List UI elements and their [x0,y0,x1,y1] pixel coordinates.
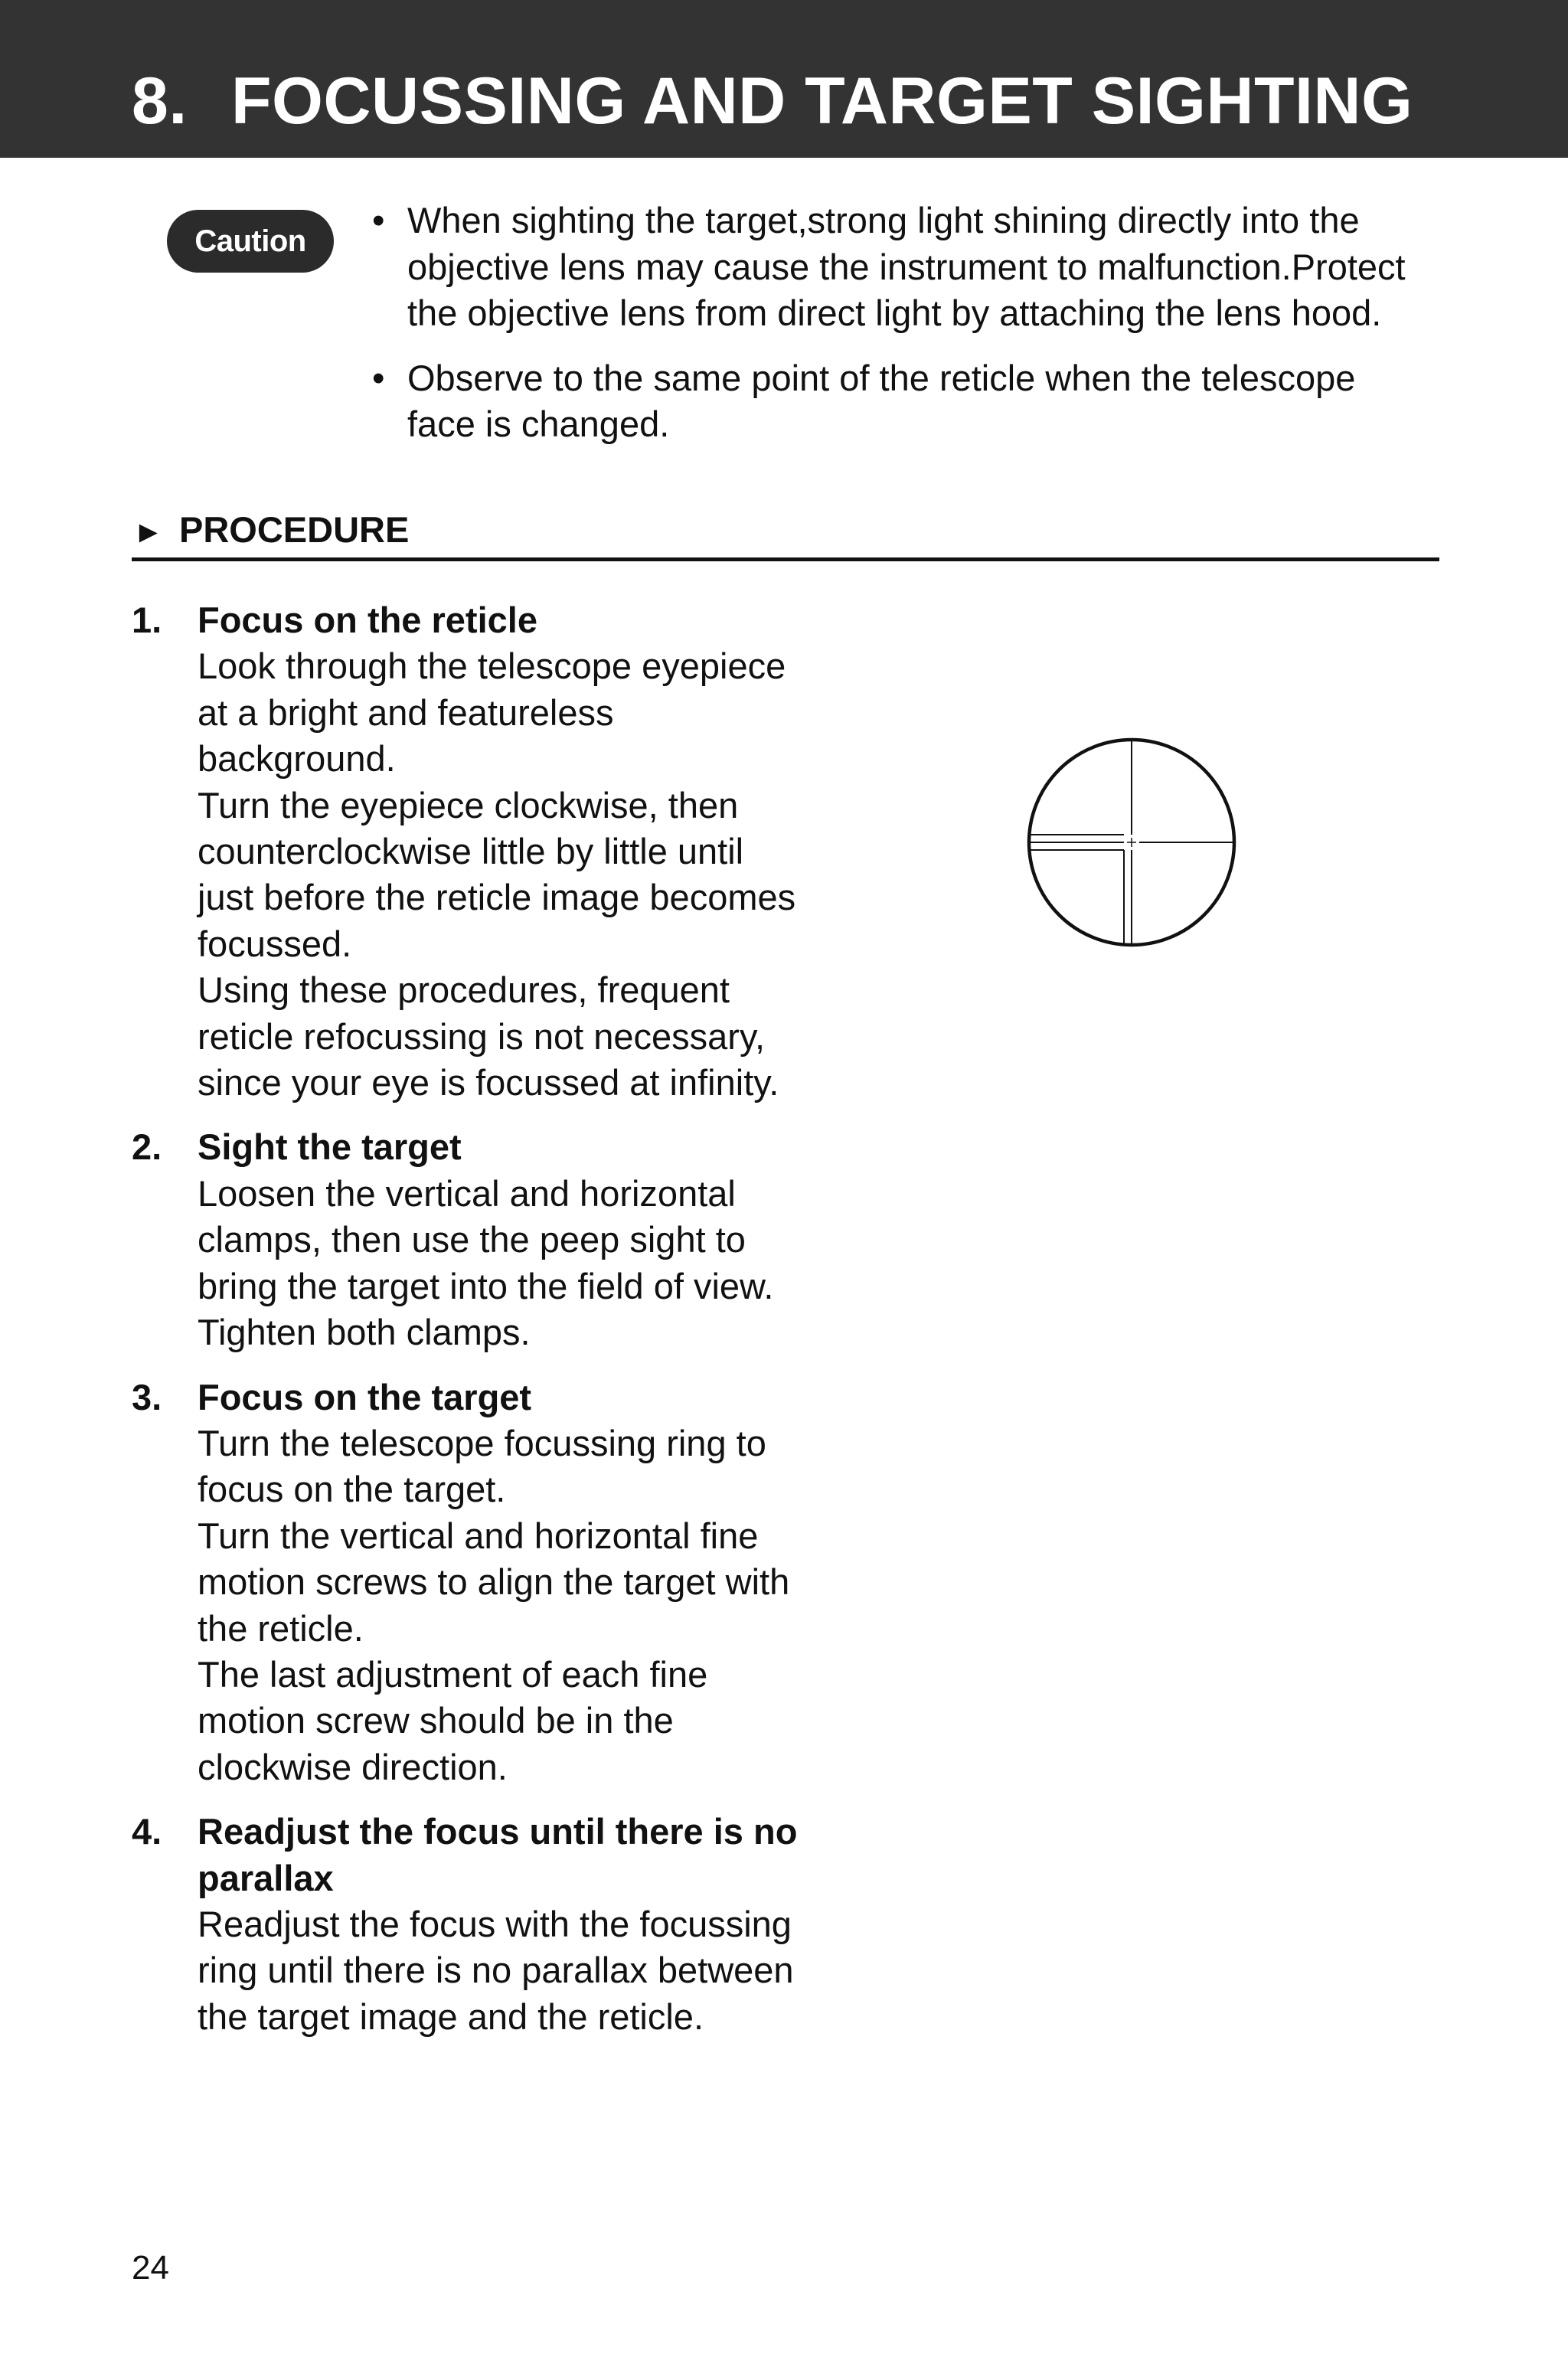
caution-line: Observe to the same point of the reticle when the telescope [407,357,1356,398]
procedure-steps [132,597,836,2058]
step-line: clockwise direction. [198,1746,508,1787]
play-arrow-icon: ► [133,515,164,549]
step-body [198,1901,836,2040]
section-title: FOCUSSING AND TARGET SIGHTING [231,64,1413,138]
bullet-icon: • [372,200,385,240]
caution-line: face is changed. [407,404,670,444]
step-body [198,1171,836,1356]
step-line: the reticle. [198,1607,364,1649]
step-title-line: parallax [198,1857,334,1898]
step-line: counterclockwise little by little until [198,831,744,872]
procedure-heading-label: PROCEDURE [179,509,410,550]
caution-badge: Caution [167,210,334,273]
section-divider [132,557,1439,561]
reticle-diagram [1026,737,1237,948]
step-line: Using these procedures, frequent [198,969,730,1011]
step-line: ring until there is no parallax between [198,1950,794,1991]
step-line: motion screw should be in the [198,1700,674,1741]
step-number: 2. [132,1126,162,1168]
step-line: focus on the target. [198,1469,506,1510]
step-item [132,1375,836,1791]
step-line: reticle refocussing is not necessary, [198,1015,766,1057]
step-line: Look through the telescope eyepiece [198,646,786,687]
step-line: clamps, then use the peep sight to [198,1219,746,1260]
step-body [198,1420,836,1790]
step-line: Turn the vertical and horizontal fine [198,1515,759,1556]
step-line: bring the target into the field of view. [198,1265,774,1306]
step-body [198,643,836,1106]
step-item [132,597,836,1106]
step-line: Loosen the vertical and horizontal [198,1172,736,1214]
step-item [132,1809,836,2040]
caution-line: the objective lens from direct light by attaching the lens hood. [407,293,1382,333]
step-line: focussed. [198,923,352,964]
step-line: just before the reticle image becomes [198,877,796,918]
step-line: Tighten both clamps. [198,1312,531,1353]
caution-item [372,355,1459,448]
step-title [198,1809,836,1901]
caution-line: objective lens may cause the instrument to malfunction.Protect [407,246,1406,287]
page-title [132,63,1413,139]
caution-line: When sighting the target,strong light shining directly into the [407,200,1360,240]
step-title: Focus on the reticle [198,600,537,640]
step-number: 1. [132,600,162,640]
step-title: Focus on the target [198,1376,532,1417]
step-line: Readjust the focus with the focussing [198,1903,792,1944]
step-title: Sight the target [198,1126,462,1168]
page-number: 24 [132,2249,169,2287]
step-line: motion screws to align the target with [198,1561,790,1603]
step-item [132,1124,836,1355]
step-line: since your eye is focussed at infinity. [198,1062,779,1103]
step-line: at a bright and featureless [198,691,614,733]
step-line: the target image and the reticle. [198,1996,704,2037]
section-number: 8. [132,64,188,138]
procedure-heading [133,507,409,555]
caution-item [372,198,1459,337]
step-title-line: Readjust the focus until there is no [198,1811,798,1852]
step-line: Turn the eyepiece clockwise, then [198,784,739,825]
step-line: background. [198,738,396,780]
bullet-icon: • [372,357,385,398]
step-line: Turn the telescope focussing ring to [198,1422,766,1463]
caution-list [372,198,1459,466]
step-number: 3. [132,1376,162,1417]
step-number: 4. [132,1811,162,1852]
header-bar [0,0,1568,158]
step-line: The last adjustment of each fine [198,1653,708,1695]
